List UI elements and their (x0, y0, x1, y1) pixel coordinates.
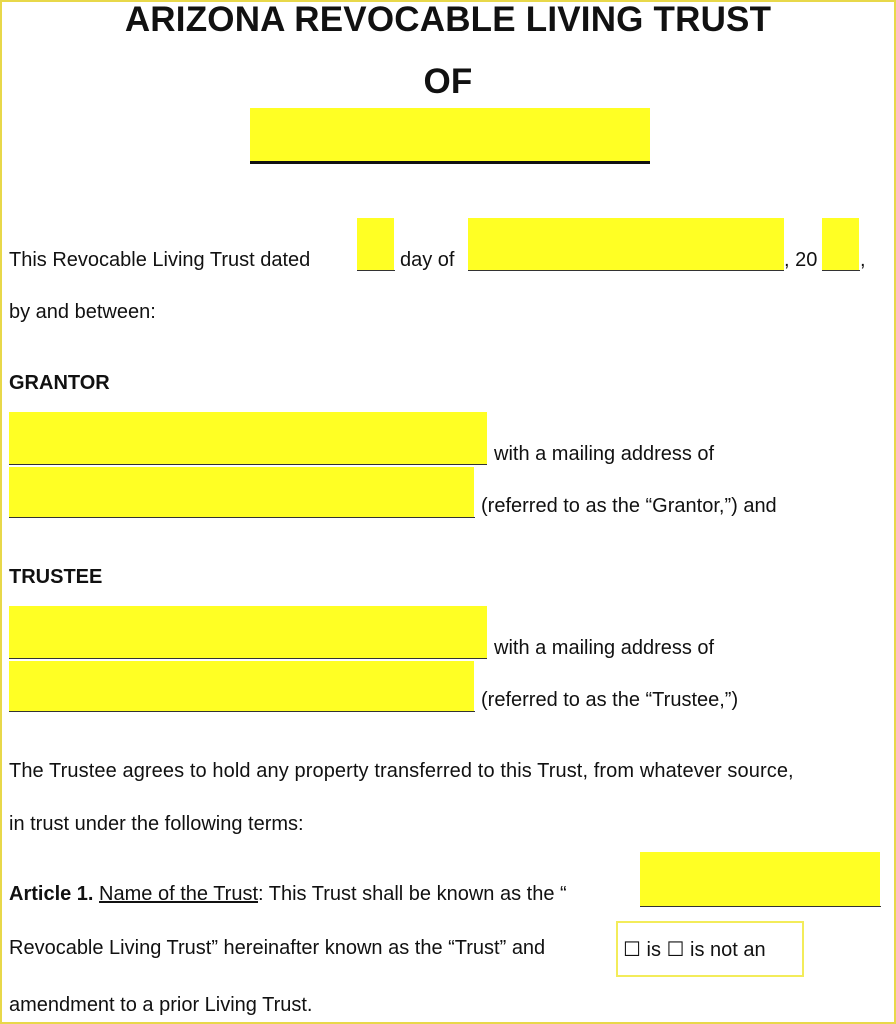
article-1-line-1 (9, 883, 567, 906)
trust-title-underline (640, 906, 881, 907)
by-and-between: by and between: (9, 301, 156, 323)
checkbox-is-not[interactable]: ☐ (666, 939, 685, 961)
month-underline (468, 270, 784, 271)
year-prefix: , 20 (784, 249, 818, 271)
option-is-label: is (646, 939, 661, 961)
year-field[interactable] (822, 218, 859, 270)
month-field[interactable] (468, 218, 784, 270)
trust-name-field[interactable] (250, 108, 650, 161)
grantor-address-text: with a mailing address of (494, 443, 715, 465)
trustee-address-text: with a mailing address of (494, 637, 715, 659)
article-1-heading: Name of the Trust (99, 883, 259, 905)
grantor-address-field[interactable] (9, 467, 474, 517)
grantor-referred-text: (referred to as the “Grantor,”) and (481, 495, 777, 517)
dated-prefix: This Revocable Living Trust dated (9, 249, 311, 271)
article-1-text: : This Trust shall be known as the “ (258, 883, 567, 905)
year-underline (822, 270, 860, 271)
trustee-name-field[interactable] (9, 606, 487, 658)
day-underline (357, 270, 395, 271)
grantor-heading: GRANTOR (9, 372, 110, 394)
trustee-heading: TRUSTEE (9, 566, 103, 588)
grantor-name-field[interactable] (9, 412, 487, 464)
day-field[interactable] (357, 218, 394, 270)
trustee-referred-text: (referred to as the “Trustee,”) (481, 689, 739, 711)
trust-title-field[interactable] (640, 852, 880, 906)
article-1-line-2: Revocable Living Trust” hereinafter known as the “Trust” and (9, 937, 546, 959)
checkbox-is[interactable]: ☐ (623, 939, 641, 961)
trustee-address-underline (9, 711, 475, 712)
document-title-of: OF (423, 62, 473, 101)
article-1-label: Article 1. (9, 883, 94, 905)
article-1-line-3: amendment to a prior Living Trust. (9, 994, 313, 1016)
dated-suffix: , (860, 249, 866, 271)
grantor-address-underline (9, 517, 475, 518)
day-of-text: day of (400, 249, 455, 271)
amendment-options-row (623, 937, 766, 962)
trustee-address-field[interactable] (9, 661, 474, 711)
agreement-line-1: The Trustee agrees to hold any property transferred to this Trust, from whatever source, (9, 760, 794, 782)
grantor-name-underline (9, 464, 487, 465)
option-is-not-label: is not an (690, 939, 766, 961)
document-title: ARIZONA REVOCABLE LIVING TRUST (124, 0, 772, 39)
agreement-line-2: in trust under the following terms: (9, 813, 304, 835)
trust-name-underline (250, 161, 650, 164)
trustee-name-underline (9, 658, 487, 659)
